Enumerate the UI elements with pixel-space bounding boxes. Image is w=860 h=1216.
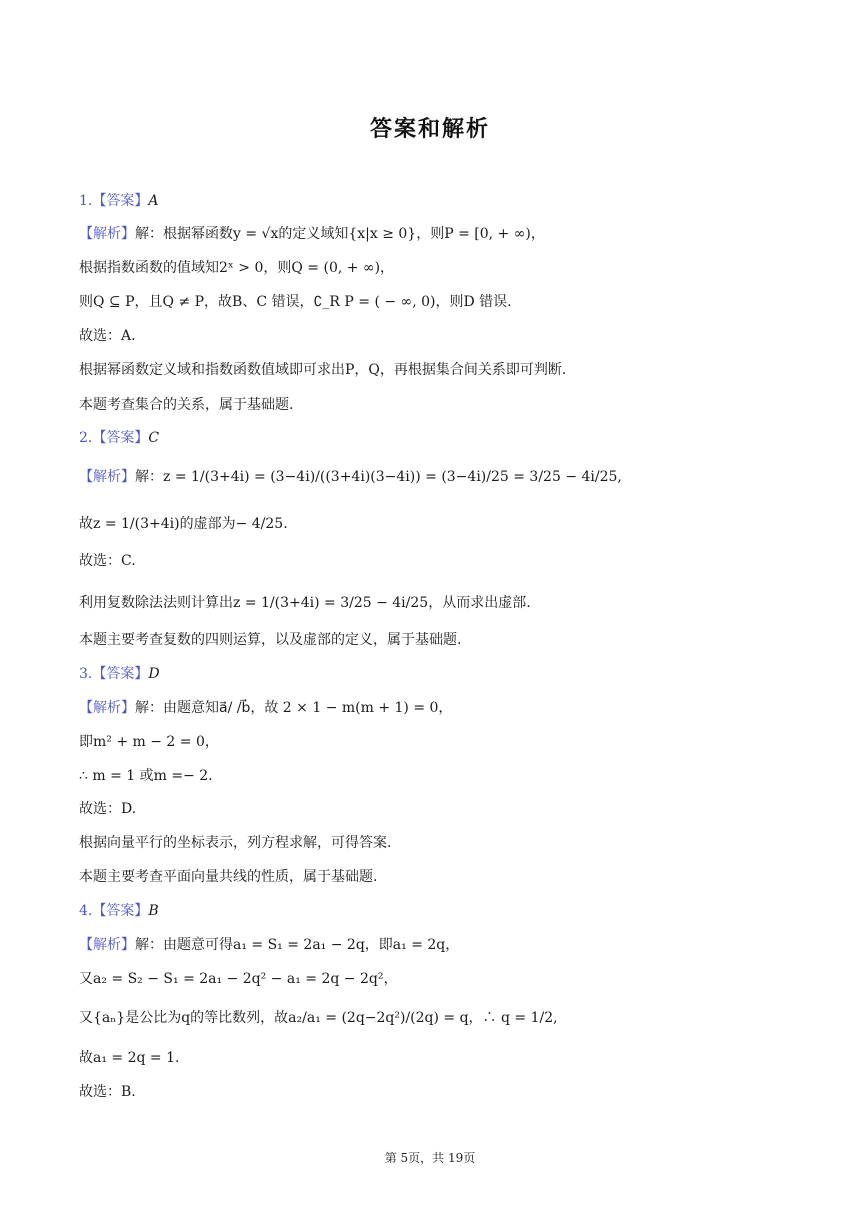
text-line: ∴ m = 1 或m =− 2. (79, 768, 213, 784)
text-line: 则Q ⊆ P，且Q ≠ P，故B、C 错误，∁_R P = ( − ∞, 0)，则D 错误. (79, 294, 512, 310)
text-line: 本题主要考查复数的四则运算，以及虚部的定义，属于基础题. (79, 632, 462, 648)
answer-letter: A (148, 193, 159, 209)
text-line: 又a₂ = S₂ − S₁ = 2a₁ − 2q² − a₁ = 2q − 2q²， (79, 971, 398, 987)
text-line: 故选：B. (79, 1084, 136, 1100)
answer-tag: 【答案】 (92, 666, 149, 682)
question-number: 1. (79, 193, 93, 209)
question-number: 2. (79, 430, 93, 446)
analysis-text: 解：根据幂函数y = √x的定义域知{x|x ≥ 0}，则P = [0, + ∞)， (135, 226, 545, 242)
text-line: 根据幂函数定义域和指数函数值域即可求出P，Q，再根据集合间关系即可判断. (79, 362, 567, 378)
text-line: 故选：D. (79, 801, 137, 817)
analysis-tag: 【解析】 (79, 937, 135, 953)
text-line: 又{aₙ}是公比为q的等比数列，故a₂/a₁ = (2q−2q²)/(2q) = q，∴ q = 1/2, (79, 1010, 558, 1026)
analysis-line (79, 224, 545, 244)
text-line: 故z = 1/(3+4i)的虚部为− 4/25. (79, 516, 288, 532)
analysis-line (79, 935, 459, 955)
question-answer-heading (79, 901, 159, 921)
text-line: 根据指数函数的值域知2ˣ > 0，则Q = (0, + ∞)， (79, 260, 395, 276)
text-line: 故a₁ = 2q = 1. (79, 1050, 180, 1066)
analysis-text: 解：由题意可得a₁ = S₁ = 2a₁ − 2q，即a₁ = 2q， (135, 937, 460, 953)
question-number: 4. (79, 903, 93, 919)
page-title: 答案和解析 (369, 117, 490, 142)
analysis-line (79, 698, 452, 718)
question-number: 3. (79, 666, 93, 682)
page-footer: 第 5页，共 19页 (384, 1151, 476, 1165)
answer-letter: B (148, 903, 159, 919)
analysis-tag: 【解析】 (79, 700, 135, 716)
analysis-tag: 【解析】 (79, 469, 135, 485)
question-answer-heading (79, 664, 160, 684)
text-line: 本题主要考查平面向量共线的性质，属于基础题. (79, 869, 378, 885)
text-line: 根据向量平行的坐标表示，列方程求解，可得答案. (79, 835, 392, 851)
answer-tag: 【答案】 (92, 903, 149, 919)
question-answer-heading (79, 428, 159, 448)
analysis-text: 解：由题意知a⃗/ /b⃗，故 2 × 1 − m(m + 1) = 0， (135, 700, 453, 716)
answer-tag: 【答案】 (92, 193, 149, 209)
text-line: 即m² + m − 2 = 0， (79, 734, 219, 750)
text-line: 利用复数除法法则计算出z = 1/(3+4i) = 3/25 − 4i/25，从而求出虚部. (79, 595, 531, 611)
analysis-line (79, 467, 622, 487)
question-answer-heading (79, 191, 158, 211)
text-line: 故选：A. (79, 328, 136, 344)
text-line: 故选：C. (79, 553, 136, 569)
text-line: 本题考查集合的关系，属于基础题. (79, 397, 294, 413)
answer-letter: C (148, 430, 160, 446)
analysis-tag: 【解析】 (79, 226, 135, 242)
answer-tag: 【答案】 (92, 430, 149, 446)
analysis-text: 解：z = 1/(3+4i) = (3−4i)/((3+4i)(3−4i)) = (3−4i)/25 = 3/25 − 4i/25, (135, 469, 622, 485)
answer-letter: D (148, 666, 160, 682)
